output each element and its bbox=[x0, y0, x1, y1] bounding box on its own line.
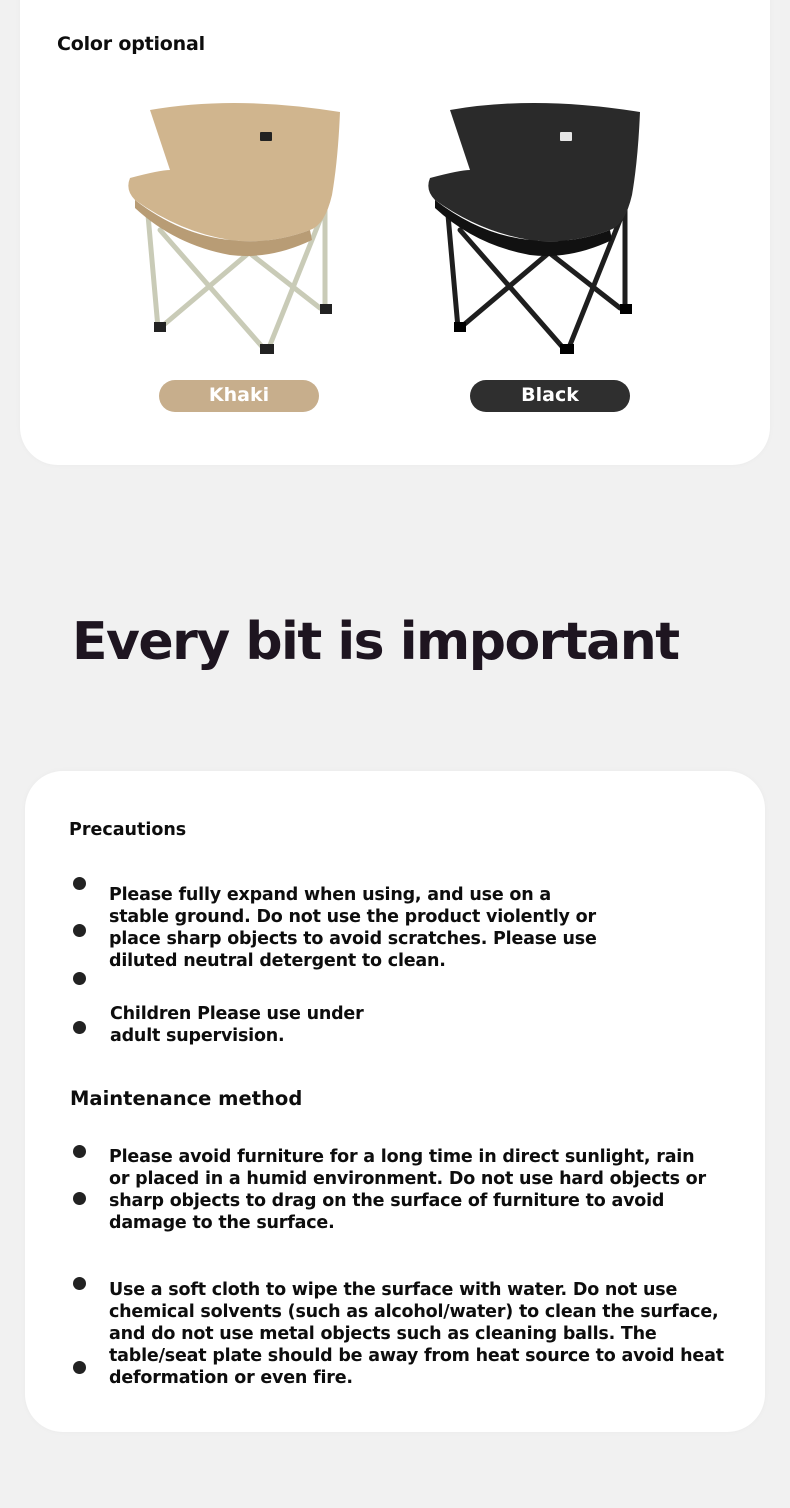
bullet-dot bbox=[73, 1277, 86, 1290]
precaution-item-2: Children Please use under adult supervision. bbox=[110, 1004, 364, 1046]
bullet-dot bbox=[73, 1021, 86, 1034]
black-option-pill[interactable]: Black bbox=[470, 380, 630, 412]
bullet-dot bbox=[73, 1145, 86, 1158]
black-chair-image bbox=[420, 100, 650, 365]
color-section-title: Color optional bbox=[57, 33, 205, 55]
bullet-dot bbox=[73, 924, 86, 937]
headline: Every bit is important bbox=[72, 612, 679, 672]
precautions-title: Precautions bbox=[69, 820, 187, 840]
khaki-option-pill[interactable]: Khaki bbox=[159, 380, 319, 412]
bullet-dot bbox=[73, 972, 86, 985]
maintenance-item-2: Use a soft cloth to wipe the surface with water. Do not use chemical solvents (such as alcohol/water) to clean the surface, and do not use metal objects such as cleaning balls. The table/seat plate should be away from heat source to avoid heat deformation or even fire. bbox=[109, 1280, 724, 1388]
khaki-chair-image bbox=[120, 100, 350, 365]
maintenance-title: Maintenance method bbox=[70, 1087, 303, 1110]
bullet-dot bbox=[73, 877, 86, 890]
precaution-item-1: Please fully expand when using, and use on a stable ground. Do not use the product violently or place sharp objects to avoid scratches. Please use diluted neutral detergent to clean. bbox=[109, 885, 597, 971]
bullet-dot bbox=[73, 1192, 86, 1205]
maintenance-item-1: Please avoid furniture for a long time in direct sunlight, rain or placed in a humid environment. Do not use hard objects or sharp objects to drag on the surface of furniture to avoid damage to the surface. bbox=[109, 1147, 706, 1233]
bullet-dot bbox=[73, 1361, 86, 1374]
